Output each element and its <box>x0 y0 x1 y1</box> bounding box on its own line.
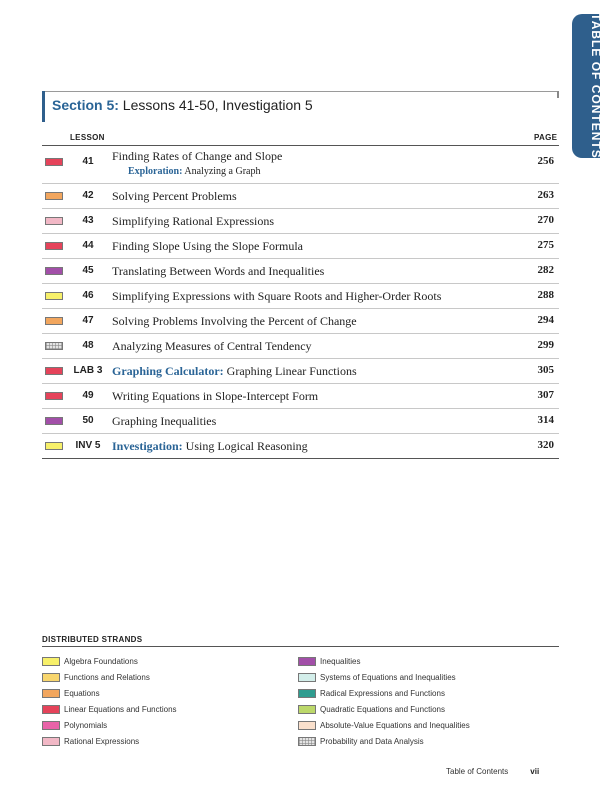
lesson-row <box>42 233 559 259</box>
strand-label: Probability and Data Analysis <box>320 737 424 746</box>
strand-swatch <box>298 689 316 698</box>
lesson-title-text: Using Logical Reasoning <box>182 439 308 453</box>
lesson-subtitle <box>128 166 261 177</box>
lesson-row <box>42 383 559 409</box>
lesson-page: 294 <box>537 314 554 326</box>
lesson-title <box>112 314 357 329</box>
lesson-title-text: Finding Rates of Change and Slope <box>112 149 283 163</box>
lesson-page: 320 <box>537 439 554 451</box>
lesson-title-text: Solving Percent Problems <box>112 189 237 203</box>
strand-swatch <box>298 737 316 746</box>
lesson-column-header: LESSON <box>70 133 105 142</box>
strand-swatch <box>298 673 316 682</box>
strand-label: Equations <box>64 689 100 698</box>
lesson-number: 43 <box>82 215 94 226</box>
strand-label: Algebra Foundations <box>64 657 138 666</box>
section-accent-bar <box>42 91 45 122</box>
strand-swatch <box>45 292 63 300</box>
lesson-row <box>42 283 559 309</box>
top-rule <box>42 91 559 92</box>
lesson-page: 270 <box>537 214 554 226</box>
lesson-row <box>42 258 559 284</box>
strand-swatch <box>45 342 63 350</box>
lesson-row <box>42 146 559 184</box>
lesson-row <box>42 208 559 234</box>
strand-label: Rational Expressions <box>64 737 140 746</box>
lesson-row <box>42 358 559 384</box>
strand-swatch <box>42 721 60 730</box>
strand-label: Radical Expressions and Functions <box>320 689 445 698</box>
strand-label: Functions and Relations <box>64 673 150 682</box>
lesson-title-text: Translating Between Words and Inequalities <box>112 264 325 278</box>
footer-page-number: vii <box>530 767 540 776</box>
lesson-title <box>112 189 237 204</box>
section-number: Section 5: <box>52 97 119 113</box>
lesson-prefix: Investigation: <box>112 439 183 453</box>
strand-swatch <box>45 217 63 225</box>
lesson-title-text: Writing Equations in Slope-Intercept Form <box>112 389 319 403</box>
strand-label: Systems of Equations and Inequalities <box>320 673 456 682</box>
section-title <box>52 97 313 113</box>
lesson-row <box>42 308 559 334</box>
strand-swatch <box>298 705 316 714</box>
strand-swatch <box>42 657 60 666</box>
strand-label: Linear Equations and Functions <box>64 705 177 714</box>
lesson-title <box>112 414 216 429</box>
lesson-page: 275 <box>537 239 554 251</box>
lesson-title-text: Solving Problems Involving the Percent of Change <box>112 314 357 328</box>
footer-label: Table of Contents <box>446 767 509 776</box>
top-rule-end <box>557 91 559 98</box>
strand-swatch <box>42 673 60 682</box>
strand-swatch <box>45 442 63 450</box>
lesson-number: 44 <box>82 240 94 251</box>
strands-rule <box>42 646 559 647</box>
strand-label: Inequalities <box>320 657 361 666</box>
strand-label: Absolute-Value Equations and Inequalities <box>320 721 470 730</box>
lesson-row <box>42 333 559 359</box>
exploration-prefix: Exploration: <box>128 166 183 177</box>
section-heading: Lessons 41-50, Investigation 5 <box>122 97 313 113</box>
exploration-title: Analyzing a Graph <box>182 166 261 177</box>
strand-swatch <box>298 657 316 666</box>
lesson-number: 47 <box>82 315 94 326</box>
strand-swatch <box>45 417 63 425</box>
lesson-number: 46 <box>82 290 94 301</box>
lesson-page: 256 <box>537 155 554 167</box>
strand-swatch <box>45 317 63 325</box>
lesson-page: 314 <box>537 414 554 426</box>
lesson-number: 50 <box>82 415 94 426</box>
lesson-page: 263 <box>537 189 554 201</box>
strand-swatch <box>45 367 63 375</box>
lesson-title-text: Graphing Linear Functions <box>223 364 357 378</box>
strand-swatch <box>298 721 316 730</box>
lesson-title <box>112 364 357 379</box>
lesson-page: 288 <box>537 289 554 301</box>
strand-swatch <box>45 392 63 400</box>
lesson-page: 307 <box>537 389 554 401</box>
lesson-number: 45 <box>82 265 94 276</box>
lesson-title <box>112 339 312 354</box>
contents-side-tab <box>572 13 603 159</box>
lesson-number: 41 <box>82 156 94 167</box>
lesson-title-text: Finding Slope Using the Slope Formula <box>112 239 304 253</box>
page-column-header: PAGE <box>534 133 558 142</box>
strand-swatch <box>45 267 63 275</box>
lesson-title <box>112 439 308 454</box>
strand-swatch <box>42 705 60 714</box>
strand-swatch <box>45 242 63 250</box>
lesson-title-text: Analyzing Measures of Central Tendency <box>112 339 312 353</box>
page-footer <box>446 767 539 776</box>
lesson-page: 282 <box>537 264 554 276</box>
tab-label: TABLE OF CONTENTS <box>589 13 603 159</box>
lesson-title-text: Simplifying Expressions with Square Roots and Higher-Order Roots <box>112 289 442 303</box>
strand-swatch <box>45 192 63 200</box>
strand-swatch <box>42 737 60 746</box>
strand-label: Polynomials <box>64 721 108 730</box>
lesson-title <box>112 239 303 254</box>
lesson-prefix: Graphing Calculator: <box>112 364 224 378</box>
lesson-number: 48 <box>82 340 94 351</box>
strand-label: Quadratic Equations and Functions <box>320 705 445 714</box>
lesson-row <box>42 183 559 209</box>
lesson-row <box>42 408 559 434</box>
strands-title: DISTRIBUTED STRANDS <box>42 635 143 644</box>
lesson-title <box>112 149 282 164</box>
lesson-title-text: Simplifying Rational Expressions <box>112 214 274 228</box>
lesson-title <box>112 264 324 279</box>
lesson-number: INV 5 <box>75 440 101 451</box>
lesson-title <box>112 389 318 404</box>
strand-swatch <box>45 158 63 166</box>
lesson-number: LAB 3 <box>73 365 103 376</box>
strand-swatch <box>42 689 60 698</box>
lesson-number: 49 <box>82 390 94 401</box>
lesson-number: 42 <box>82 190 94 201</box>
lesson-page: 305 <box>537 364 554 376</box>
lesson-title <box>112 289 441 304</box>
lesson-row <box>42 433 559 459</box>
lesson-title <box>112 214 274 229</box>
lesson-title-text: Graphing Inequalities <box>112 414 217 428</box>
lesson-page: 299 <box>537 339 554 351</box>
